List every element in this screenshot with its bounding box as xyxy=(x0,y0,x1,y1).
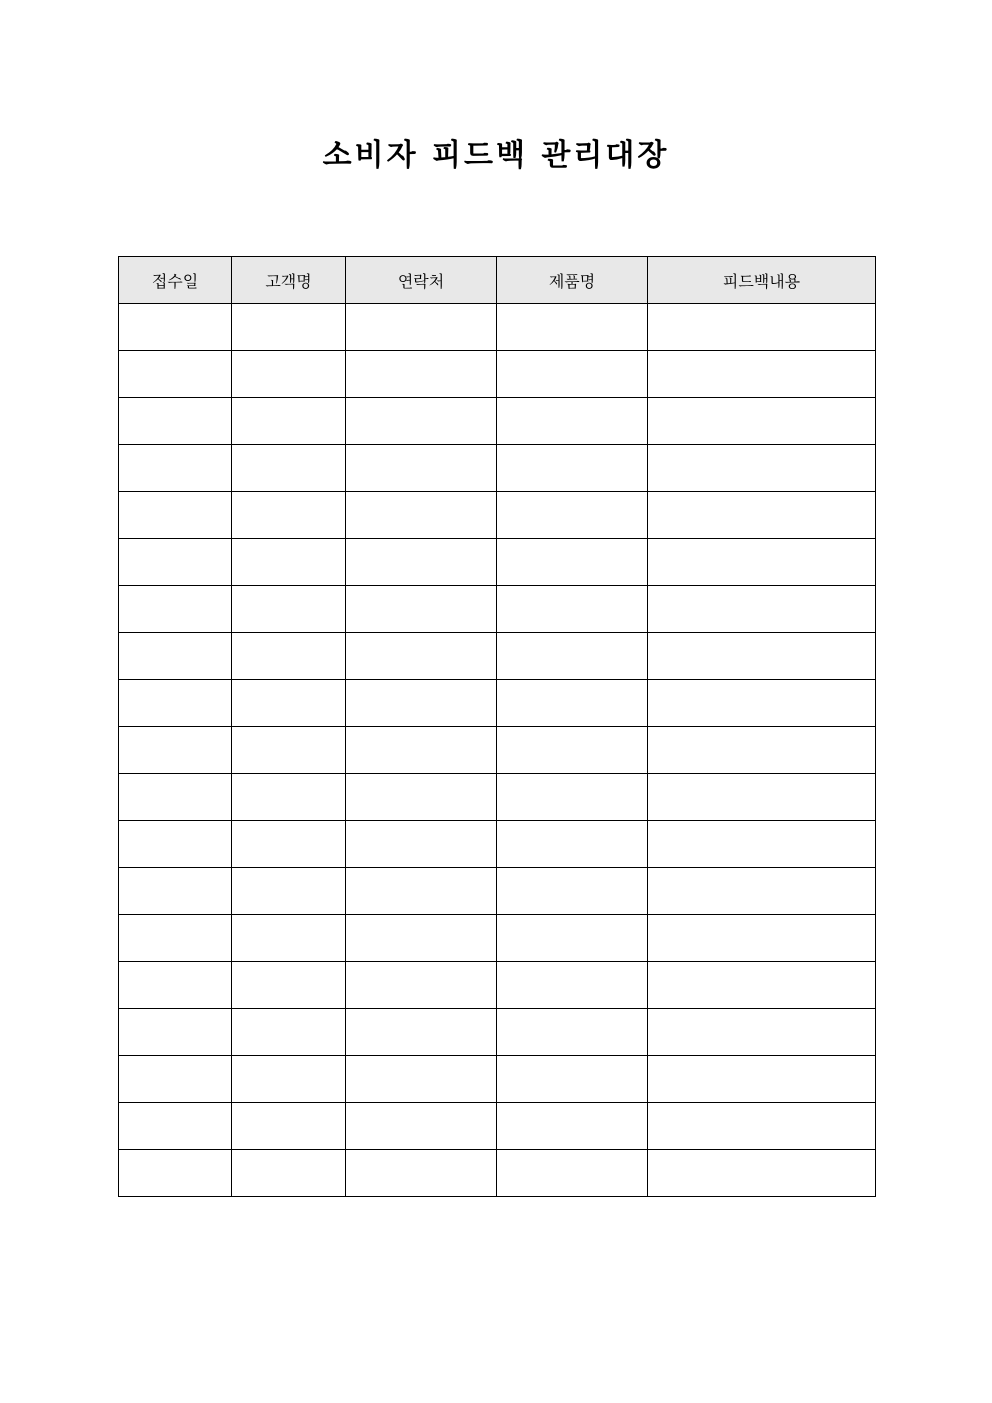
cell-product-name[interactable] xyxy=(497,586,648,633)
cell-product-name[interactable] xyxy=(497,1009,648,1056)
cell-feedback-content[interactable] xyxy=(648,1150,876,1197)
cell-contact[interactable] xyxy=(346,633,497,680)
column-header-feedback-content: 피드백내용 xyxy=(648,257,876,304)
cell-contact[interactable] xyxy=(346,586,497,633)
cell-product-name[interactable] xyxy=(497,539,648,586)
cell-feedback-content[interactable] xyxy=(648,1103,876,1150)
cell-received-date[interactable] xyxy=(119,304,232,351)
table-row xyxy=(119,915,876,962)
cell-received-date[interactable] xyxy=(119,680,232,727)
cell-received-date[interactable] xyxy=(119,727,232,774)
cell-customer-name[interactable] xyxy=(232,915,346,962)
header-row xyxy=(119,257,876,304)
table-row xyxy=(119,1103,876,1150)
cell-contact[interactable] xyxy=(346,398,497,445)
cell-feedback-content[interactable] xyxy=(648,304,876,351)
cell-received-date[interactable] xyxy=(119,774,232,821)
cell-product-name[interactable] xyxy=(497,1103,648,1150)
cell-feedback-content[interactable] xyxy=(648,680,876,727)
column-header-customer-name: 고객명 xyxy=(232,257,346,304)
cell-contact[interactable] xyxy=(346,492,497,539)
cell-contact[interactable] xyxy=(346,445,497,492)
cell-received-date[interactable] xyxy=(119,633,232,680)
cell-feedback-content[interactable] xyxy=(648,962,876,1009)
cell-customer-name[interactable] xyxy=(232,774,346,821)
cell-feedback-content[interactable] xyxy=(648,1009,876,1056)
table-row xyxy=(119,821,876,868)
cell-contact[interactable] xyxy=(346,727,497,774)
cell-customer-name[interactable] xyxy=(232,962,346,1009)
table-row xyxy=(119,1150,876,1197)
feedback-ledger-table xyxy=(118,256,876,1197)
table-row xyxy=(119,586,876,633)
cell-customer-name[interactable] xyxy=(232,633,346,680)
cell-feedback-content[interactable] xyxy=(648,633,876,680)
column-header-product-name: 제품명 xyxy=(497,257,648,304)
cell-customer-name[interactable] xyxy=(232,398,346,445)
cell-customer-name[interactable] xyxy=(232,351,346,398)
table-row xyxy=(119,492,876,539)
cell-product-name[interactable] xyxy=(497,633,648,680)
cell-contact[interactable] xyxy=(346,962,497,1009)
cell-feedback-content[interactable] xyxy=(648,351,876,398)
cell-received-date[interactable] xyxy=(119,492,232,539)
cell-feedback-content[interactable] xyxy=(648,727,876,774)
cell-customer-name[interactable] xyxy=(232,680,346,727)
table-row xyxy=(119,1009,876,1056)
cell-product-name[interactable] xyxy=(497,1150,648,1197)
cell-product-name[interactable] xyxy=(497,962,648,1009)
cell-contact[interactable] xyxy=(346,304,497,351)
cell-received-date[interactable] xyxy=(119,1150,232,1197)
cell-contact[interactable] xyxy=(346,1056,497,1103)
cell-product-name[interactable] xyxy=(497,821,648,868)
table-row xyxy=(119,962,876,1009)
cell-product-name[interactable] xyxy=(497,304,648,351)
cell-product-name[interactable] xyxy=(497,492,648,539)
cell-customer-name[interactable] xyxy=(232,821,346,868)
page-title: 소비자 피드백 관리대장 xyxy=(322,138,670,173)
table-row xyxy=(119,351,876,398)
cell-customer-name[interactable] xyxy=(232,445,346,492)
cell-received-date[interactable] xyxy=(119,1009,232,1056)
cell-received-date[interactable] xyxy=(119,1056,232,1103)
cell-received-date[interactable] xyxy=(119,962,232,1009)
cell-received-date[interactable] xyxy=(119,821,232,868)
column-header-contact: 연락처 xyxy=(346,257,497,304)
cell-received-date[interactable] xyxy=(119,915,232,962)
table-row xyxy=(119,539,876,586)
cell-feedback-content[interactable] xyxy=(648,868,876,915)
cell-received-date[interactable] xyxy=(119,539,232,586)
cell-feedback-content[interactable] xyxy=(648,492,876,539)
cell-contact[interactable] xyxy=(346,821,497,868)
cell-received-date[interactable] xyxy=(119,868,232,915)
cell-customer-name[interactable] xyxy=(232,1103,346,1150)
cell-product-name[interactable] xyxy=(497,868,648,915)
cell-product-name[interactable] xyxy=(497,445,648,492)
cell-feedback-content[interactable] xyxy=(648,398,876,445)
cell-contact[interactable] xyxy=(346,539,497,586)
cell-product-name[interactable] xyxy=(497,774,648,821)
table-row xyxy=(119,304,876,351)
cell-received-date[interactable] xyxy=(119,586,232,633)
cell-customer-name[interactable] xyxy=(232,868,346,915)
cell-contact[interactable] xyxy=(346,680,497,727)
cell-product-name[interactable] xyxy=(497,727,648,774)
cell-contact[interactable] xyxy=(346,351,497,398)
cell-customer-name[interactable] xyxy=(232,1056,346,1103)
cell-product-name[interactable] xyxy=(497,680,648,727)
cell-customer-name[interactable] xyxy=(232,492,346,539)
table-row xyxy=(119,398,876,445)
cell-customer-name[interactable] xyxy=(232,586,346,633)
cell-feedback-content[interactable] xyxy=(648,774,876,821)
cell-customer-name[interactable] xyxy=(232,539,346,586)
cell-contact[interactable] xyxy=(346,1009,497,1056)
column-header-received-date: 접수일 xyxy=(119,257,232,304)
table-row xyxy=(119,774,876,821)
cell-product-name[interactable] xyxy=(497,915,648,962)
cell-product-name[interactable] xyxy=(497,351,648,398)
table-row xyxy=(119,680,876,727)
cell-contact[interactable] xyxy=(346,1103,497,1150)
cell-feedback-content[interactable] xyxy=(648,915,876,962)
cell-product-name[interactable] xyxy=(497,1056,648,1103)
cell-customer-name[interactable] xyxy=(232,304,346,351)
table-row xyxy=(119,727,876,774)
cell-contact[interactable] xyxy=(346,915,497,962)
cell-customer-name[interactable] xyxy=(232,1150,346,1197)
ledger-body xyxy=(119,304,876,1197)
table-row xyxy=(119,633,876,680)
cell-received-date[interactable] xyxy=(119,351,232,398)
cell-contact[interactable] xyxy=(346,1150,497,1197)
cell-feedback-content[interactable] xyxy=(648,539,876,586)
cell-received-date[interactable] xyxy=(119,1103,232,1150)
cell-feedback-content[interactable] xyxy=(648,586,876,633)
table-row xyxy=(119,868,876,915)
cell-received-date[interactable] xyxy=(119,398,232,445)
cell-feedback-content[interactable] xyxy=(648,445,876,492)
cell-contact[interactable] xyxy=(346,868,497,915)
cell-customer-name[interactable] xyxy=(232,1009,346,1056)
cell-received-date[interactable] xyxy=(119,445,232,492)
cell-feedback-content[interactable] xyxy=(648,1056,876,1103)
cell-contact[interactable] xyxy=(346,774,497,821)
table-row xyxy=(119,1056,876,1103)
table-row xyxy=(119,445,876,492)
cell-feedback-content[interactable] xyxy=(648,821,876,868)
cell-product-name[interactable] xyxy=(497,398,648,445)
cell-customer-name[interactable] xyxy=(232,727,346,774)
